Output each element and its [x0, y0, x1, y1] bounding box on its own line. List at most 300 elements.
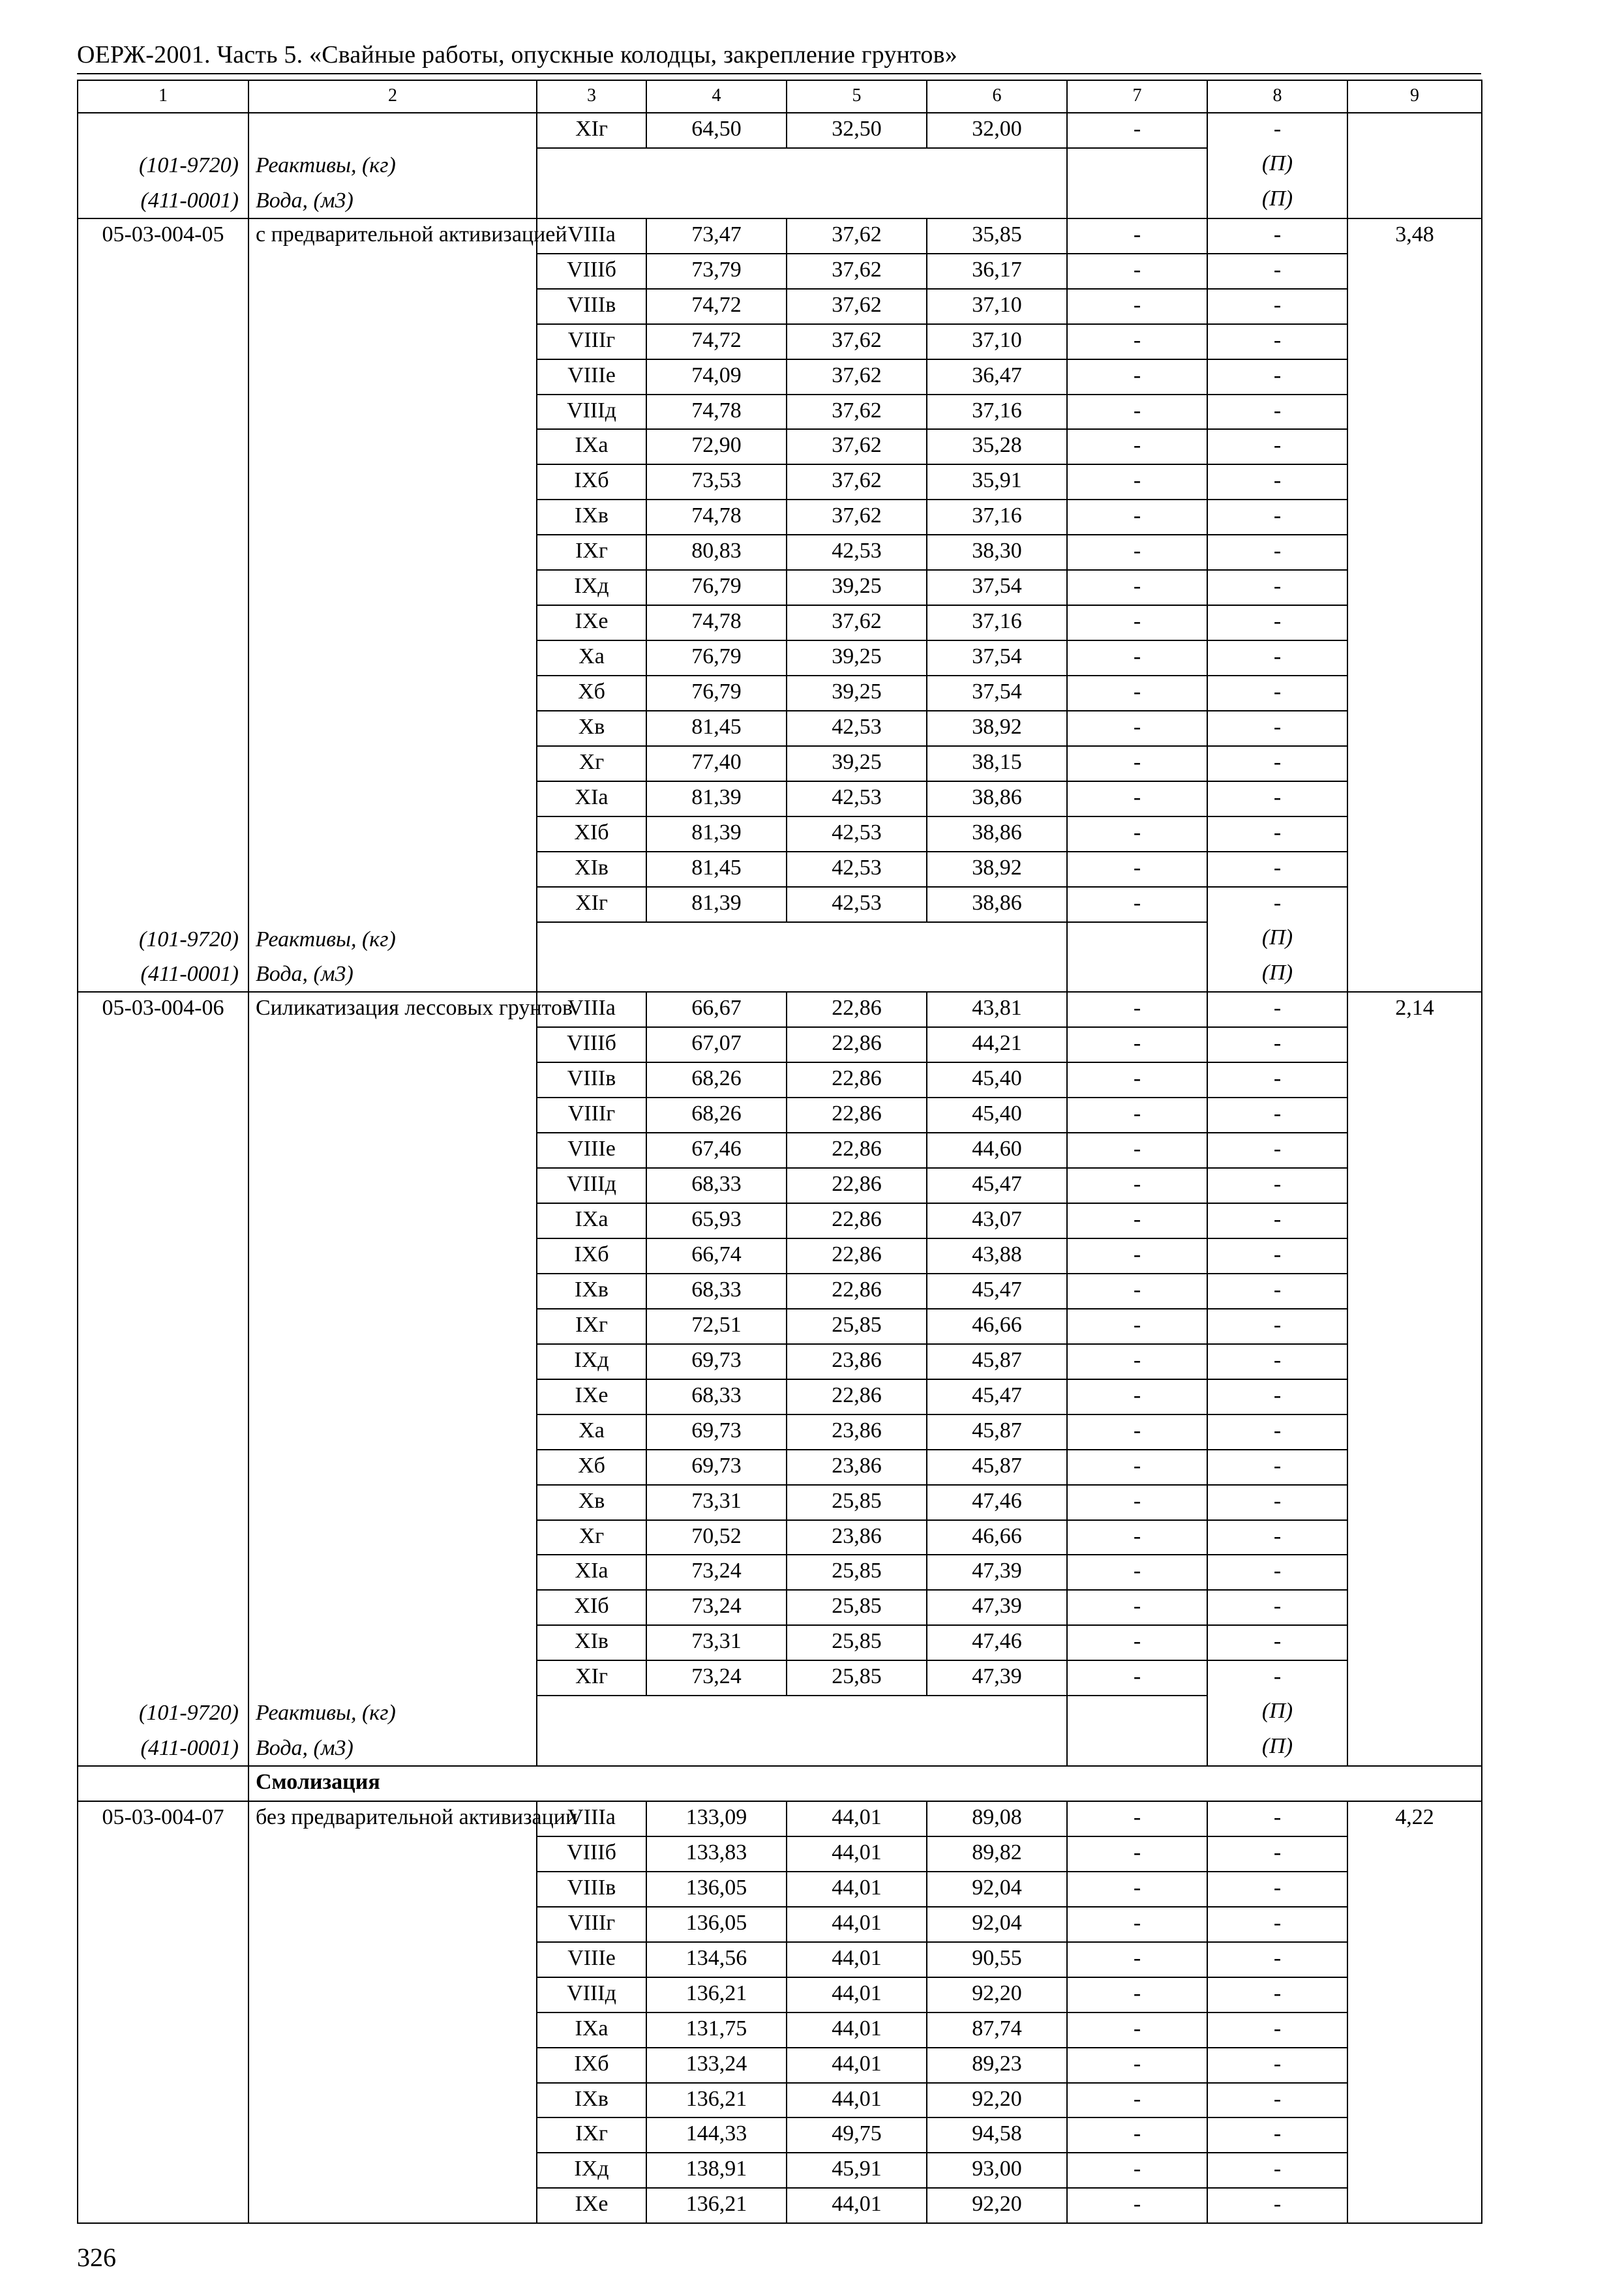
total-cost-cell: 76,79	[646, 640, 787, 676]
soil-group-cell: VIIIб	[537, 1836, 646, 1872]
wages-cell: 37,62	[787, 254, 927, 289]
resource-blank	[537, 922, 1067, 957]
extra-cell: -	[1207, 289, 1347, 324]
extra-cell: -	[1207, 1168, 1347, 1203]
resource-name: Вода, (м3)	[256, 188, 353, 213]
materials-cell: 38,86	[927, 781, 1067, 816]
materials-cell: 36,17	[927, 254, 1067, 289]
soil-group-cell: IXд	[537, 570, 646, 605]
extra-cell: -	[1207, 113, 1347, 148]
soil-group-cell: XIб	[537, 816, 646, 852]
materials-cell: 44,21	[927, 1027, 1067, 1062]
extra-cell: -	[1207, 429, 1347, 464]
wages-cell: 22,86	[787, 992, 927, 1027]
materials-cell: 43,81	[927, 992, 1067, 1027]
wages-cell: 44,01	[787, 1836, 927, 1872]
section-row	[78, 1766, 1482, 1801]
header-rule	[77, 73, 1481, 74]
machines-cell: -	[1067, 1203, 1207, 1238]
extra-cell: -	[1207, 605, 1347, 640]
materials-cell: 37,54	[927, 640, 1067, 676]
wages-cell: 25,85	[787, 1485, 927, 1520]
total-cost-cell: 69,73	[646, 1450, 787, 1485]
resource-name: Реактивы, (кг)	[256, 153, 396, 177]
total-cost-cell: 68,26	[646, 1062, 787, 1098]
soil-group-cell: IXб	[537, 1238, 646, 1274]
page-header: ОЕРЖ-2001. Часть 5. «Свайные работы, опускные колодцы, закрепление грунтов»	[77, 41, 957, 68]
resource-code: (411-0001)	[140, 962, 239, 987]
resource-blank	[1067, 1731, 1207, 1766]
soil-group-cell: IXд	[537, 1344, 646, 1379]
extra-cell: -	[1207, 2117, 1347, 2153]
soil-group-cell: IXг	[537, 535, 646, 570]
total-cost-cell: 131,75	[646, 2012, 787, 2048]
extra-cell: -	[1207, 1907, 1347, 1942]
machines-cell: -	[1067, 1168, 1207, 1203]
total-cost-cell: 76,79	[646, 676, 787, 711]
extra-cell: -	[1207, 464, 1347, 500]
machines-cell: -	[1067, 1801, 1207, 1836]
materials-cell: 45,47	[927, 1379, 1067, 1414]
materials-cell: 35,85	[927, 218, 1067, 254]
total-cost-cell: 73,24	[646, 1555, 787, 1590]
extra-cell: -	[1207, 1450, 1347, 1485]
soil-group-cell: IXг	[537, 2117, 646, 2153]
rates-table	[77, 80, 1482, 2224]
total-cost-cell: 74,78	[646, 605, 787, 640]
extra-cell: -	[1207, 781, 1347, 816]
resource-unit: (П)	[1207, 183, 1347, 218]
extra-cell: -	[1207, 1942, 1347, 1977]
machines-cell: -	[1067, 711, 1207, 746]
labor-cost-cell: 3,48	[1347, 218, 1482, 993]
extra-cell: -	[1207, 218, 1347, 254]
soil-group-cell: XIв	[537, 852, 646, 887]
wages-cell: 23,86	[787, 1450, 927, 1485]
extra-cell: -	[1207, 2048, 1347, 2083]
machines-cell: -	[1067, 1555, 1207, 1590]
total-cost-cell: 68,33	[646, 1379, 787, 1414]
total-cost-cell: 144,33	[646, 2117, 787, 2153]
materials-cell: 32,00	[927, 113, 1067, 148]
soil-group-cell: XIв	[537, 1625, 646, 1660]
wages-cell: 44,01	[787, 1872, 927, 1907]
extra-cell: -	[1207, 2012, 1347, 2048]
resource-name: Реактивы, (кг)	[256, 927, 396, 951]
soil-group-cell: VIIIв	[537, 289, 646, 324]
soil-group-cell: IXг	[537, 1309, 646, 1344]
total-cost-cell: 133,83	[646, 1836, 787, 1872]
materials-cell: 45,40	[927, 1098, 1067, 1133]
materials-cell: 38,86	[927, 887, 1067, 922]
extra-cell: -	[1207, 1836, 1347, 1872]
wages-cell: 23,86	[787, 1344, 927, 1379]
resource-blank	[1067, 1696, 1207, 1731]
total-cost-cell: 70,52	[646, 1520, 787, 1555]
table-row	[78, 218, 1482, 254]
machines-cell: -	[1067, 676, 1207, 711]
materials-cell: 38,15	[927, 746, 1067, 781]
wages-cell: 37,62	[787, 324, 927, 359]
total-cost-cell: 136,21	[646, 1977, 787, 2012]
wages-cell: 42,53	[787, 816, 927, 852]
materials-cell: 37,16	[927, 395, 1067, 430]
wages-cell: 25,85	[787, 1590, 927, 1625]
wages-cell: 37,62	[787, 464, 927, 500]
soil-group-cell: VIIIа	[537, 992, 646, 1027]
soil-group-cell: VIIIа	[537, 1801, 646, 1836]
resource-unit: (П)	[1207, 148, 1347, 183]
wages-cell: 37,62	[787, 395, 927, 430]
soil-group-cell: VIIIг	[537, 1907, 646, 1942]
extra-cell: -	[1207, 1590, 1347, 1625]
resource-unit: (П)	[1207, 922, 1347, 957]
total-cost-cell: 74,78	[646, 500, 787, 535]
materials-cell: 46,66	[927, 1520, 1067, 1555]
total-cost-cell: 67,46	[646, 1133, 787, 1168]
wages-cell: 37,62	[787, 359, 927, 395]
materials-cell: 92,20	[927, 2188, 1067, 2223]
soil-group-cell: IXа	[537, 1203, 646, 1238]
machines-cell: -	[1067, 359, 1207, 395]
soil-group-cell: IXв	[537, 2083, 646, 2118]
wages-cell: 44,01	[787, 1907, 927, 1942]
soil-group-cell: VIIIв	[537, 1062, 646, 1098]
labor-cost-cell: 2,14	[1347, 992, 1482, 1766]
materials-cell: 37,16	[927, 500, 1067, 535]
resource-name: Вода, (м3)	[256, 1736, 353, 1761]
total-cost-cell: 73,24	[646, 1590, 787, 1625]
soil-group-cell: IXб	[537, 2048, 646, 2083]
extra-cell: -	[1207, 1274, 1347, 1309]
column-number-row	[78, 80, 1482, 113]
table-row	[78, 113, 1482, 148]
materials-cell: 37,54	[927, 676, 1067, 711]
resource-code: (101-9720)	[139, 153, 239, 177]
extra-cell: -	[1207, 2083, 1347, 2118]
soil-group-cell: XIа	[537, 1555, 646, 1590]
soil-group-cell: IXа	[537, 2012, 646, 2048]
materials-cell: 37,16	[927, 605, 1067, 640]
machines-cell: -	[1067, 1590, 1207, 1625]
machines-cell: -	[1067, 570, 1207, 605]
materials-cell: 37,54	[927, 570, 1067, 605]
wages-cell: 37,62	[787, 500, 927, 535]
total-cost-cell: 136,05	[646, 1907, 787, 1942]
machines-cell: -	[1067, 1274, 1207, 1309]
extra-cell: -	[1207, 1203, 1347, 1238]
total-cost-cell: 72,90	[646, 429, 787, 464]
materials-cell: 92,20	[927, 2083, 1067, 2118]
total-cost-cell: 74,72	[646, 324, 787, 359]
extra-cell: -	[1207, 1414, 1347, 1450]
resource-code: (411-0001)	[140, 1736, 239, 1761]
soil-group-cell: VIIIа	[537, 218, 646, 254]
soil-group-cell: VIIIг	[537, 324, 646, 359]
wages-cell: 42,53	[787, 781, 927, 816]
resource-unit: (П)	[1207, 1696, 1347, 1731]
rate-name: с предварительной активизацией Реактивы, (кг) Вода, (м3)	[248, 218, 537, 993]
extra-cell: -	[1207, 852, 1347, 887]
wages-cell: 44,01	[787, 2012, 927, 2048]
resource-name: Вода, (м3)	[256, 962, 353, 987]
machines-cell: -	[1067, 429, 1207, 464]
extra-cell: -	[1207, 1520, 1347, 1555]
extra-cell: -	[1207, 676, 1347, 711]
materials-cell: 47,46	[927, 1625, 1067, 1660]
total-cost-cell: 74,72	[646, 289, 787, 324]
soil-group-cell: VIIIб	[537, 254, 646, 289]
soil-group-cell: VIIIд	[537, 1168, 646, 1203]
materials-cell: 44,60	[927, 1133, 1067, 1168]
materials-cell: 92,20	[927, 1977, 1067, 2012]
extra-cell: -	[1207, 254, 1347, 289]
machines-cell: -	[1067, 1660, 1207, 1696]
wages-cell: 22,86	[787, 1274, 927, 1309]
total-cost-cell: 73,24	[646, 1660, 787, 1696]
extra-cell: -	[1207, 2153, 1347, 2188]
materials-cell: 43,88	[927, 1238, 1067, 1274]
soil-group-cell: VIIIб	[537, 1027, 646, 1062]
materials-cell: 37,10	[927, 324, 1067, 359]
wages-cell: 25,85	[787, 1309, 927, 1344]
total-cost-cell: 64,50	[646, 113, 787, 148]
materials-cell: 89,82	[927, 1836, 1067, 1872]
column-number: 5	[787, 80, 927, 113]
machines-cell: -	[1067, 1450, 1207, 1485]
machines-cell: -	[1067, 1625, 1207, 1660]
materials-cell: 38,92	[927, 852, 1067, 887]
machines-cell: -	[1067, 852, 1207, 887]
extra-cell: -	[1207, 1027, 1347, 1062]
wages-cell: 49,75	[787, 2117, 927, 2153]
extra-cell: -	[1207, 1872, 1347, 1907]
extra-cell: -	[1207, 1379, 1347, 1414]
resource-blank	[1067, 957, 1207, 993]
total-cost-cell: 74,78	[646, 395, 787, 430]
resource-code: (411-0001)	[140, 188, 239, 213]
wages-cell: 42,53	[787, 711, 927, 746]
materials-cell: 35,28	[927, 429, 1067, 464]
soil-group-cell: IXе	[537, 605, 646, 640]
machines-cell: -	[1067, 640, 1207, 676]
soil-group-cell: VIIIе	[537, 1133, 646, 1168]
wages-cell: 37,62	[787, 218, 927, 254]
wages-cell: 23,86	[787, 1414, 927, 1450]
extra-cell: -	[1207, 1660, 1347, 1696]
extra-cell: -	[1207, 1555, 1347, 1590]
resource-blank	[1067, 183, 1207, 218]
wages-cell: 22,86	[787, 1238, 927, 1274]
machines-cell: -	[1067, 781, 1207, 816]
total-cost-cell: 77,40	[646, 746, 787, 781]
materials-cell: 43,07	[927, 1203, 1067, 1238]
wages-cell: 22,86	[787, 1203, 927, 1238]
soil-group-cell: IXе	[537, 2188, 646, 2223]
soil-group-cell: VIIIд	[537, 1977, 646, 2012]
machines-cell: -	[1067, 1027, 1207, 1062]
extra-cell: -	[1207, 1977, 1347, 2012]
resource-blank	[537, 148, 1067, 183]
total-cost-cell: 72,51	[646, 1309, 787, 1344]
total-cost-cell: 136,21	[646, 2188, 787, 2223]
wages-cell: 44,01	[787, 1977, 927, 2012]
materials-cell: 89,08	[927, 1801, 1067, 1836]
materials-cell: 38,30	[927, 535, 1067, 570]
total-cost-cell: 136,21	[646, 2083, 787, 2118]
materials-cell: 89,23	[927, 2048, 1067, 2083]
soil-group-cell: XIг	[537, 113, 646, 148]
wages-cell: 44,01	[787, 2048, 927, 2083]
machines-cell: -	[1067, 2188, 1207, 2223]
soil-group-cell: VIIIе	[537, 359, 646, 395]
extra-cell: -	[1207, 1133, 1347, 1168]
machines-cell: -	[1067, 464, 1207, 500]
section-title: Смолизация	[248, 1766, 1482, 1801]
resource-unit: (П)	[1207, 957, 1347, 993]
extra-cell: -	[1207, 324, 1347, 359]
wages-cell: 45,91	[787, 2153, 927, 2188]
materials-cell: 90,55	[927, 1942, 1067, 1977]
materials-cell: 45,87	[927, 1344, 1067, 1379]
extra-cell: -	[1207, 1309, 1347, 1344]
soil-group-cell: Xб	[537, 676, 646, 711]
total-cost-cell: 133,24	[646, 2048, 787, 2083]
soil-group-cell: IXе	[537, 1379, 646, 1414]
total-cost-cell: 66,67	[646, 992, 787, 1027]
total-cost-cell: 81,39	[646, 781, 787, 816]
machines-cell: -	[1067, 1907, 1207, 1942]
total-cost-cell: 69,73	[646, 1344, 787, 1379]
machines-cell: -	[1067, 887, 1207, 922]
machines-cell: -	[1067, 2083, 1207, 2118]
machines-cell: -	[1067, 1344, 1207, 1379]
resource-name: Реактивы, (кг)	[256, 1701, 396, 1726]
wages-cell: 32,50	[787, 113, 927, 148]
machines-cell: -	[1067, 1133, 1207, 1168]
table-row	[78, 1801, 1482, 1836]
soil-group-cell: Xа	[537, 640, 646, 676]
machines-cell: -	[1067, 1062, 1207, 1098]
resource-code: (101-9720)	[139, 1701, 239, 1726]
rate-name: Силикатизация лессовых грунтов Реактивы, (кг) Вода, (м3)	[248, 992, 537, 1766]
machines-cell: -	[1067, 1872, 1207, 1907]
materials-cell: 37,10	[927, 289, 1067, 324]
total-cost-cell: 68,26	[646, 1098, 787, 1133]
soil-group-cell: VIIIе	[537, 1942, 646, 1977]
total-cost-cell: 80,83	[646, 535, 787, 570]
wages-cell: 22,86	[787, 1168, 927, 1203]
machines-cell: -	[1067, 1379, 1207, 1414]
total-cost-cell: 73,47	[646, 218, 787, 254]
machines-cell: -	[1067, 500, 1207, 535]
materials-cell: 47,39	[927, 1555, 1067, 1590]
total-cost-cell: 81,39	[646, 887, 787, 922]
materials-cell: 87,74	[927, 2012, 1067, 2048]
extra-cell: -	[1207, 746, 1347, 781]
extra-cell: -	[1207, 1801, 1347, 1836]
wages-cell: 39,25	[787, 746, 927, 781]
column-number: 6	[927, 80, 1067, 113]
materials-cell: 46,66	[927, 1309, 1067, 1344]
machines-cell: -	[1067, 2153, 1207, 2188]
resource-unit: (П)	[1207, 1731, 1347, 1766]
materials-cell: 45,87	[927, 1414, 1067, 1450]
total-cost-cell: 68,33	[646, 1274, 787, 1309]
wages-cell: 44,01	[787, 1942, 927, 1977]
extra-cell: -	[1207, 1238, 1347, 1274]
soil-group-cell: Xа	[537, 1414, 646, 1450]
wages-cell: 23,86	[787, 1520, 927, 1555]
machines-cell: -	[1067, 1942, 1207, 1977]
extra-cell: -	[1207, 500, 1347, 535]
machines-cell: -	[1067, 1520, 1207, 1555]
soil-group-cell: VIIIв	[537, 1872, 646, 1907]
soil-group-cell: XIг	[537, 1660, 646, 1696]
resource-blank	[537, 1696, 1067, 1731]
column-number: 3	[537, 80, 646, 113]
wages-cell: 37,62	[787, 289, 927, 324]
rate-code: 05-03-004-07	[78, 1801, 248, 2223]
materials-cell: 35,91	[927, 464, 1067, 500]
column-number: 1	[78, 80, 248, 113]
resource-blank	[1067, 922, 1207, 957]
soil-group-cell: IXб	[537, 464, 646, 500]
machines-cell: -	[1067, 395, 1207, 430]
total-cost-cell: 81,39	[646, 816, 787, 852]
wages-cell: 39,25	[787, 676, 927, 711]
total-cost-cell: 81,45	[646, 852, 787, 887]
materials-cell: 92,04	[927, 1907, 1067, 1942]
wages-cell: 44,01	[787, 2083, 927, 2118]
total-cost-cell: 134,56	[646, 1942, 787, 1977]
machines-cell: -	[1067, 289, 1207, 324]
soil-group-cell: XIг	[537, 887, 646, 922]
machines-cell: -	[1067, 1309, 1207, 1344]
wages-cell: 37,62	[787, 429, 927, 464]
total-cost-cell: 81,45	[646, 711, 787, 746]
labor-cost-cell: 4,22	[1347, 1801, 1482, 2223]
soil-group-cell: IXа	[537, 429, 646, 464]
wages-cell: 39,25	[787, 570, 927, 605]
materials-cell: 93,00	[927, 2153, 1067, 2188]
total-cost-cell: 76,79	[646, 570, 787, 605]
wages-cell: 42,53	[787, 887, 927, 922]
total-cost-cell: 67,07	[646, 1027, 787, 1062]
machines-cell: -	[1067, 1485, 1207, 1520]
column-number: 7	[1067, 80, 1207, 113]
rate-code	[78, 113, 248, 218]
materials-cell: 36,47	[927, 359, 1067, 395]
total-cost-cell: 73,31	[646, 1485, 787, 1520]
materials-cell: 47,39	[927, 1590, 1067, 1625]
materials-cell: 92,04	[927, 1872, 1067, 1907]
wages-cell: 37,62	[787, 605, 927, 640]
wages-cell: 42,53	[787, 535, 927, 570]
extra-cell: -	[1207, 1485, 1347, 1520]
total-cost-cell: 74,09	[646, 359, 787, 395]
machines-cell: -	[1067, 1098, 1207, 1133]
machines-cell: -	[1067, 1238, 1207, 1274]
extra-cell: -	[1207, 711, 1347, 746]
total-cost-cell: 69,73	[646, 1414, 787, 1450]
column-number: 9	[1347, 80, 1482, 113]
machines-cell: -	[1067, 2117, 1207, 2153]
rate-code: 05-03-004-06 (101-9720) (411-0001)	[78, 992, 248, 1766]
machines-cell: -	[1067, 816, 1207, 852]
soil-group-cell: VIIIг	[537, 1098, 646, 1133]
machines-cell: -	[1067, 1836, 1207, 1872]
